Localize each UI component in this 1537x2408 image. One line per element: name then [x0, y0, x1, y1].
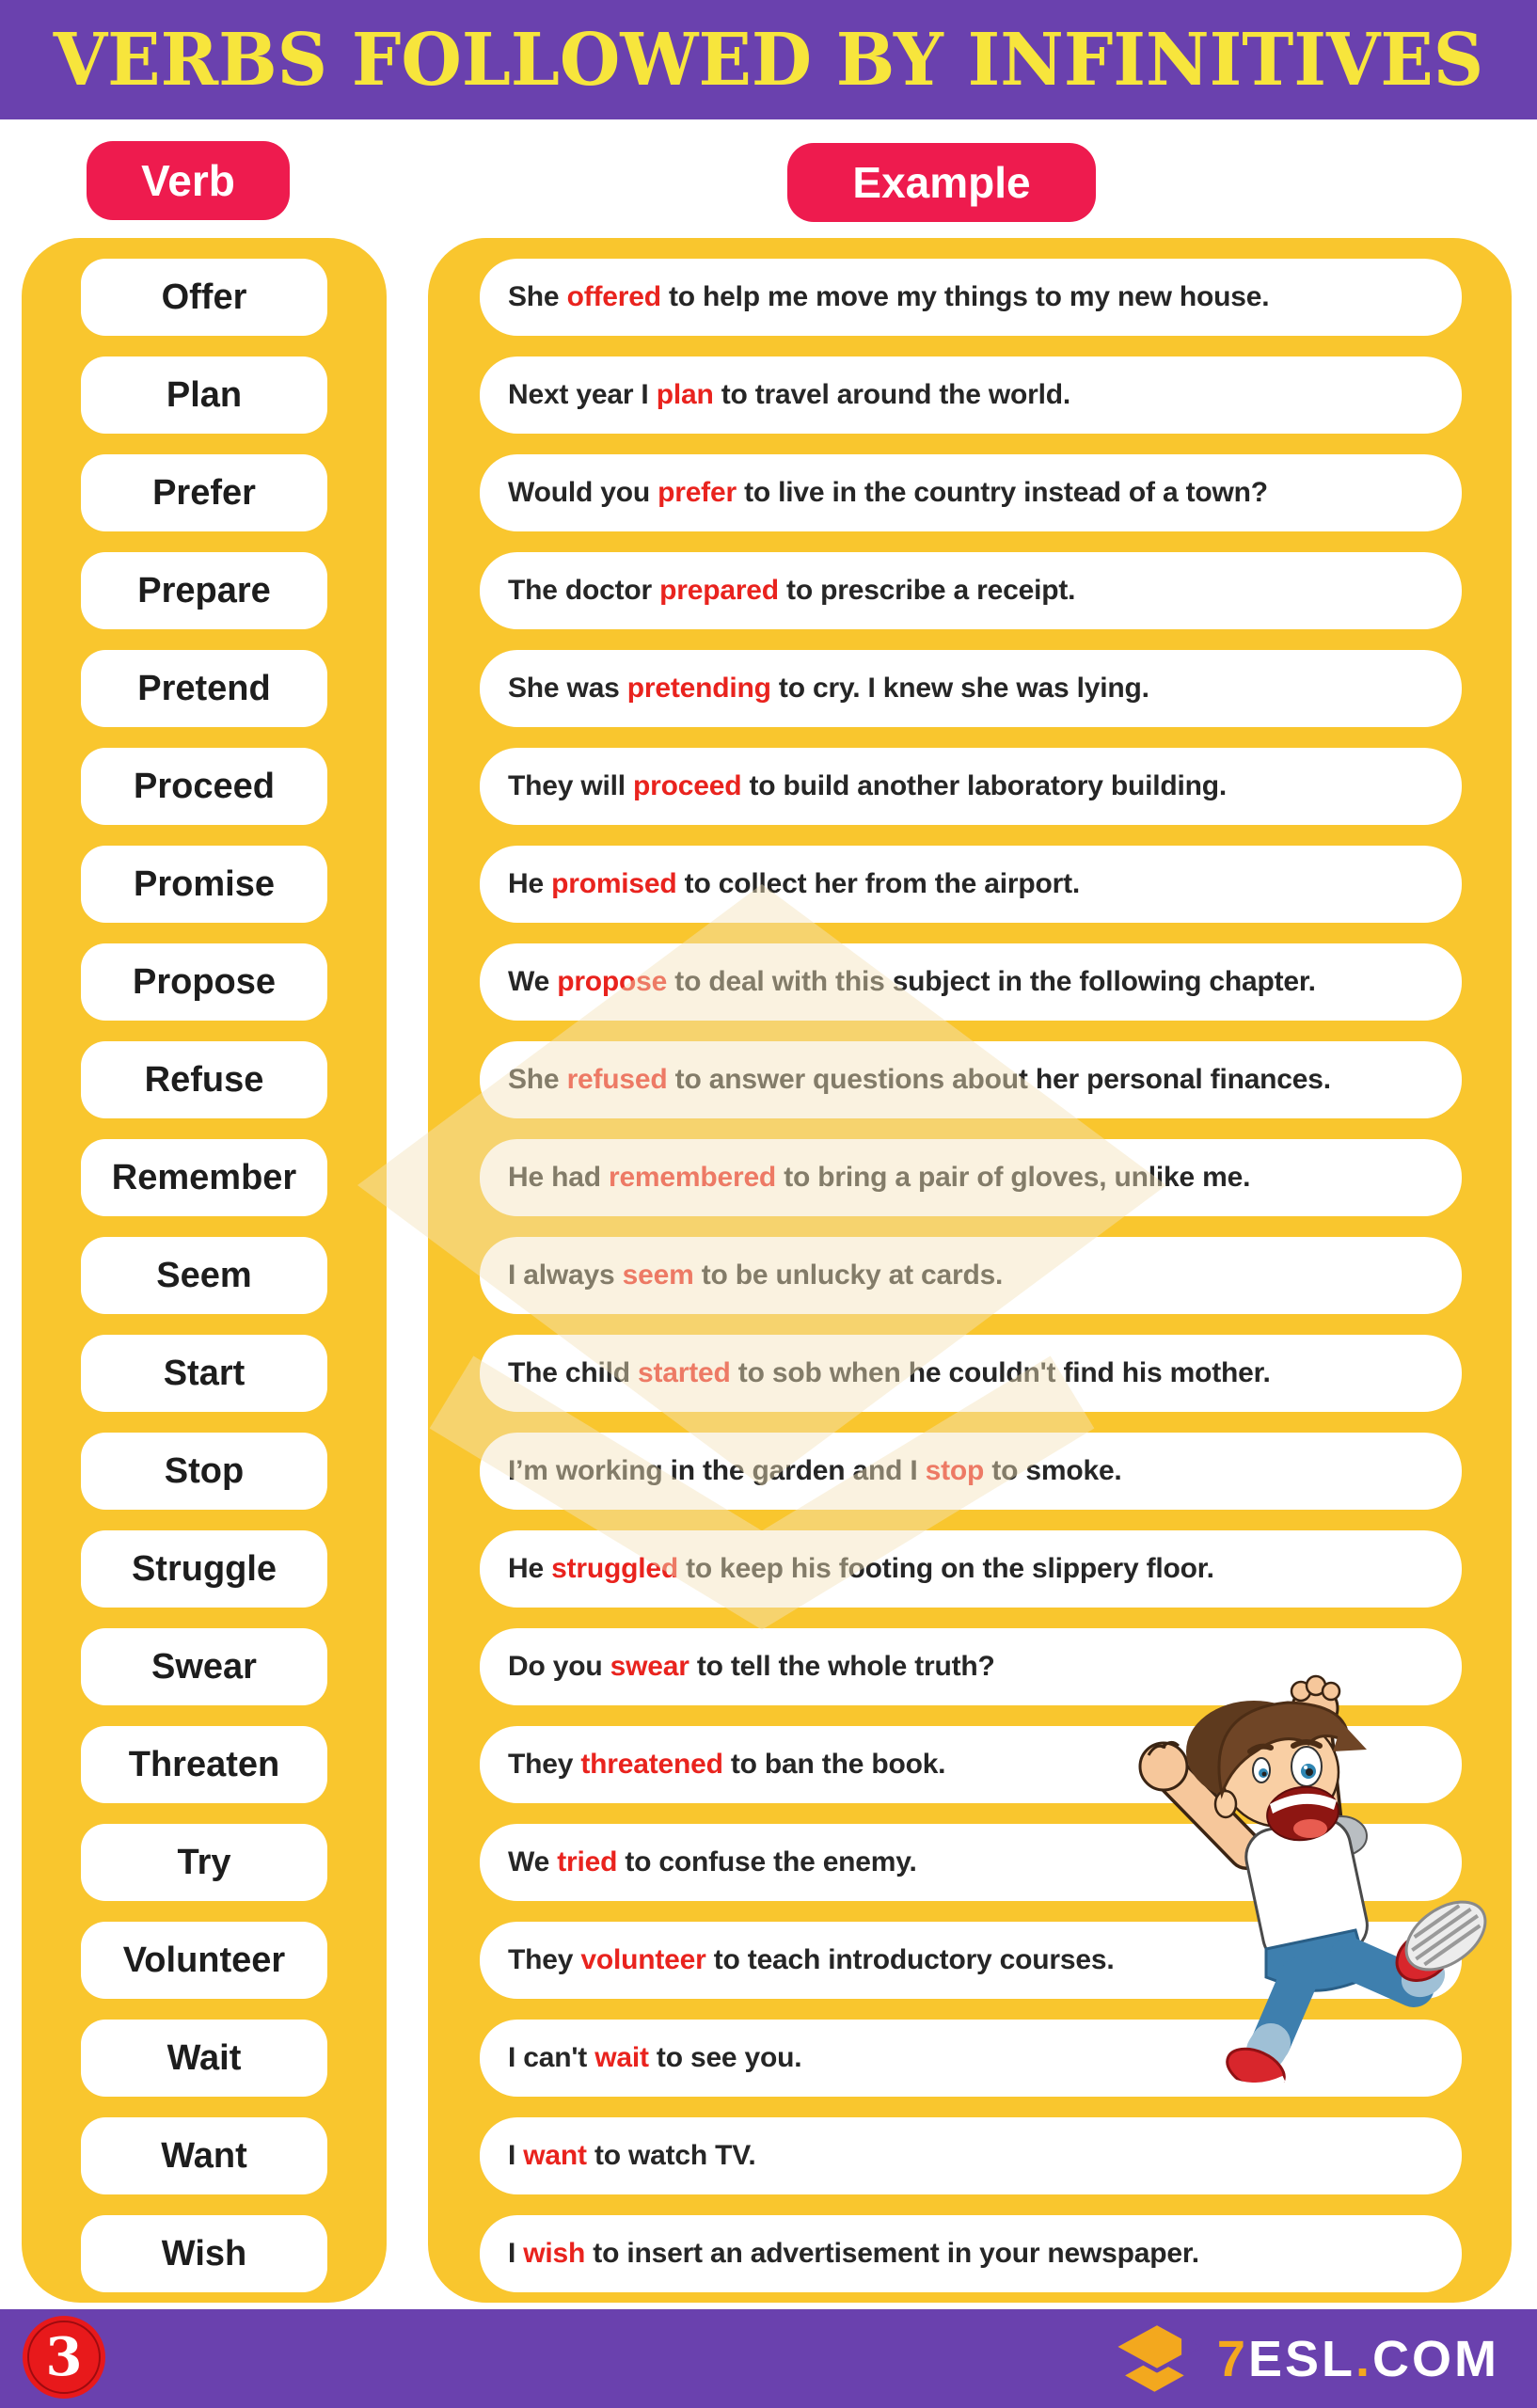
- example-text-after: to tell the whole truth?: [689, 1651, 995, 1682]
- verb-label: Promise: [134, 863, 275, 904]
- verb-label: Proceed: [134, 766, 275, 806]
- example-text-before: I’m working in the garden and I: [508, 1455, 926, 1486]
- header-bar: [0, 0, 1537, 119]
- example-highlight: plan: [656, 379, 714, 410]
- verb-column-header: [87, 141, 290, 220]
- verb-pill: [81, 552, 327, 629]
- example-text-after: to teach introductory courses.: [705, 1944, 1115, 1975]
- verb-column-header-label: Verb: [141, 156, 235, 205]
- brand-text-seven: 7: [1216, 2331, 1248, 2387]
- example-highlight: wish: [523, 2238, 586, 2269]
- example-pill: [480, 1139, 1462, 1216]
- example-highlight: started: [638, 1357, 731, 1388]
- verb-pill: [81, 846, 327, 923]
- example-text-after: to smoke.: [984, 1455, 1122, 1486]
- example-pill: [480, 1530, 1462, 1608]
- example-pill: [480, 1433, 1462, 1510]
- example-text-after: to ban the book.: [722, 1749, 946, 1780]
- example-pill: [480, 1237, 1462, 1314]
- verb-pill: [81, 2117, 327, 2194]
- verb-pill: [81, 650, 327, 727]
- example-text-before: He: [508, 868, 552, 899]
- example-text-before: The child: [508, 1357, 639, 1388]
- example-text-before: I: [508, 2140, 524, 2171]
- brand-text: [1217, 2330, 1499, 2388]
- verb-label: Remember: [111, 1157, 297, 1197]
- verb-label: Wait: [166, 2037, 242, 2078]
- example-text-before: She: [508, 1064, 567, 1095]
- example-text-after: to build another laboratory building.: [741, 770, 1228, 801]
- example-pill: [480, 2117, 1462, 2194]
- example-pill: [480, 943, 1462, 1021]
- example-highlight: struggled: [551, 1553, 678, 1584]
- example-highlight: want: [523, 2140, 587, 2171]
- verb-pill: [81, 356, 327, 434]
- example-text-after: to see you.: [648, 2042, 802, 2073]
- example-pill: [480, 846, 1462, 923]
- example-pill: [480, 1726, 1462, 1803]
- verb-pill: [81, 1530, 327, 1608]
- verb-pill: [81, 1335, 327, 1412]
- example-pill: [480, 1335, 1462, 1412]
- brand-text-com: COM: [1372, 2331, 1499, 2387]
- verb-pill: [81, 748, 327, 825]
- example-highlight: remembered: [608, 1162, 777, 1193]
- page-title: VERBS FOLLOWED BY INFINITIVES: [53, 17, 1484, 103]
- verb-label: Seem: [156, 1255, 252, 1295]
- example-text-before: We: [508, 966, 558, 997]
- graduation-cap-icon: [1112, 2321, 1202, 2397]
- example-pill: [480, 1628, 1462, 1705]
- example-pill: [480, 356, 1462, 434]
- verb-pill: [81, 1824, 327, 1901]
- example-highlight: refused: [566, 1064, 668, 1095]
- example-text-before: They: [508, 1944, 581, 1975]
- verb-label: Struggle: [131, 1548, 277, 1589]
- example-text-after: to sob when he couldn't find his mother.: [730, 1357, 1271, 1388]
- example-text-after: to keep his footing on the slippery floor.: [677, 1553, 1214, 1584]
- example-highlight: offered: [566, 281, 661, 312]
- verb-pill: [81, 1041, 327, 1118]
- example-text-after: to prescribe a receipt.: [778, 575, 1076, 606]
- example-highlight: tried: [557, 1846, 618, 1877]
- example-pill: [480, 748, 1462, 825]
- verb-label: Plan: [166, 374, 243, 415]
- example-text-after: to insert an advertisement in your newspaper.: [585, 2238, 1199, 2269]
- verb-pill: [81, 1237, 327, 1314]
- example-text-after: to deal with this subject in the following chapter.: [667, 966, 1316, 997]
- example-highlight: swear: [610, 1651, 689, 1682]
- example-column: [428, 238, 1512, 2303]
- verb-pill: [81, 2020, 327, 2097]
- verb-pill: [81, 1628, 327, 1705]
- verb-label: Want: [161, 2135, 247, 2176]
- example-text-before: I: [508, 2238, 524, 2269]
- example-text-before: She was: [508, 673, 627, 704]
- example-pill: [480, 454, 1462, 531]
- example-text-before: He: [508, 1553, 552, 1584]
- example-highlight: seem: [622, 1259, 694, 1291]
- example-highlight: threatened: [580, 1749, 723, 1780]
- example-pill: [480, 650, 1462, 727]
- example-text-before: Do you: [508, 1651, 610, 1682]
- example-text-before: Next year I: [508, 379, 657, 410]
- example-text-after: to watch TV.: [586, 2140, 756, 2171]
- page-number-badge: [23, 2316, 105, 2399]
- verb-label: Volunteer: [122, 1940, 286, 1980]
- verb-label: Propose: [132, 961, 277, 1002]
- example-highlight: promised: [551, 868, 677, 899]
- example-text-before: We: [508, 1846, 558, 1877]
- verb-pill: [81, 1726, 327, 1803]
- verb-label: Swear: [151, 1646, 257, 1687]
- verb-pill: [81, 1433, 327, 1510]
- example-pill: [480, 1922, 1462, 1999]
- verb-label: Prepare: [137, 570, 271, 610]
- verb-label: Threaten: [128, 1744, 280, 1784]
- example-highlight: proceed: [633, 770, 742, 801]
- example-text-after: to live in the country instead of a town?: [736, 477, 1268, 508]
- verb-pill: [81, 259, 327, 336]
- verb-label: Try: [177, 1842, 231, 1882]
- verb-pill: [81, 2215, 327, 2292]
- example-column-header: [787, 143, 1096, 222]
- example-text-before: He had: [508, 1162, 609, 1193]
- verb-label: Offer: [161, 277, 247, 317]
- example-pill: [480, 2020, 1462, 2097]
- example-pill: [480, 259, 1462, 336]
- example-text-after: to cry. I knew she was lying.: [770, 673, 1149, 704]
- verb-label: Refuse: [144, 1059, 264, 1100]
- verb-pill: [81, 1139, 327, 1216]
- example-highlight: prepared: [659, 575, 779, 606]
- example-text-after: to help me move my things to my new house.: [660, 281, 1270, 312]
- example-text-before: I always: [508, 1259, 623, 1291]
- verb-pill: [81, 943, 327, 1021]
- example-highlight: propose: [557, 966, 668, 997]
- verb-label: Wish: [161, 2233, 247, 2273]
- example-text-after: to answer questions about her personal finances.: [667, 1064, 1331, 1095]
- example-highlight: pretending: [626, 673, 771, 704]
- example-text-before: Would you: [508, 477, 658, 508]
- brand-text-dot: .: [1355, 2331, 1373, 2387]
- example-highlight: stop: [925, 1455, 985, 1486]
- verb-label: Pretend: [137, 668, 271, 708]
- example-text-before: They will: [508, 770, 634, 801]
- brand-logo: [1112, 2320, 1499, 2399]
- brand-text-esl: ESL: [1247, 2331, 1355, 2387]
- verb-column: [22, 238, 387, 2303]
- verb-pill: [81, 454, 327, 531]
- verb-label: Prefer: [152, 472, 256, 513]
- verb-pill: [81, 1922, 327, 1999]
- example-highlight: volunteer: [580, 1944, 706, 1975]
- example-pill: [480, 2215, 1462, 2292]
- verb-label: Stop: [164, 1450, 245, 1491]
- example-text-after: to confuse the enemy.: [617, 1846, 917, 1877]
- verb-label: Start: [163, 1353, 246, 1393]
- example-pill: [480, 1824, 1462, 1901]
- example-text-before: The doctor: [508, 575, 660, 606]
- example-text-after: to be unlucky at cards.: [693, 1259, 1004, 1291]
- example-text-before: They: [508, 1749, 581, 1780]
- example-pill: [480, 552, 1462, 629]
- example-column-header-label: Example: [852, 158, 1031, 207]
- example-highlight: wait: [594, 2042, 649, 2073]
- page-number: 3: [45, 2326, 83, 2388]
- example-pill: [480, 1041, 1462, 1118]
- example-text-before: She: [508, 281, 567, 312]
- example-text-after: to collect her from the airport.: [676, 868, 1080, 899]
- example-text-after: to travel around the world.: [713, 379, 1071, 410]
- example-text-before: I can't: [508, 2042, 595, 2073]
- example-text-after: to bring a pair of gloves, unlike me.: [776, 1162, 1251, 1193]
- example-highlight: prefer: [658, 477, 737, 508]
